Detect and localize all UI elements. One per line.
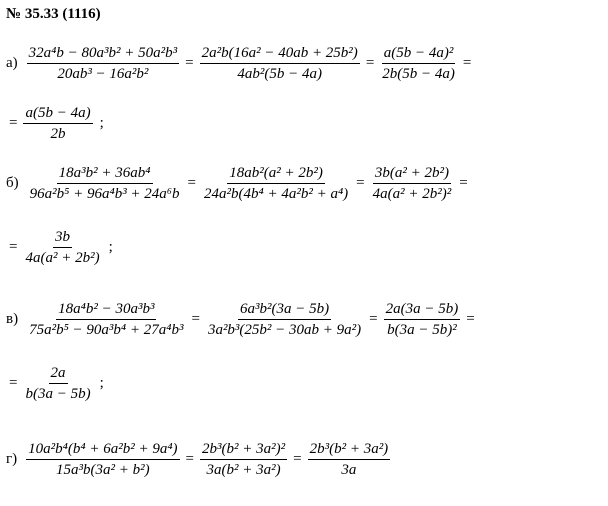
fraction <box>23 104 92 143</box>
numerator: a(5b − 4a)² <box>382 44 456 64</box>
numerator: 3b <box>53 228 72 248</box>
part-a-label: а) <box>6 55 18 71</box>
equals-sign: = <box>185 451 194 467</box>
numerator: 18a⁴b² − 30a³b³ <box>56 300 156 320</box>
part-a-line-2 <box>6 104 104 143</box>
part-a-line-1 <box>6 44 474 83</box>
fraction <box>380 44 457 83</box>
equals-sign: = <box>356 175 365 191</box>
fraction <box>28 164 182 203</box>
denominator: 20ab³ − 16a²b² <box>57 66 149 82</box>
fraction <box>23 364 92 403</box>
numerator: 2b³(b² + 3a²)² <box>200 440 287 460</box>
denominator: 2b(5b − 4a) <box>382 66 455 82</box>
fraction <box>371 164 454 203</box>
equals-sign: = <box>369 311 378 327</box>
denominator: 2b <box>50 126 66 142</box>
fraction <box>200 440 287 479</box>
part-c-line-2 <box>6 364 104 403</box>
equals-sign: = <box>9 115 18 131</box>
fraction <box>23 228 101 267</box>
numerator: 18ab²(a² + 2b²) <box>227 164 325 184</box>
equals-sign: = <box>187 175 196 191</box>
fraction <box>202 164 350 203</box>
equals-sign: = <box>9 239 18 255</box>
problem-title: № 35.33 (1116) <box>6 6 101 22</box>
fraction <box>308 440 391 479</box>
equals-sign: = <box>9 375 18 391</box>
equals-sign: = <box>191 311 200 327</box>
numerator: 2a <box>49 364 68 384</box>
fraction <box>27 44 179 83</box>
equals-sign: = <box>462 55 472 71</box>
denominator: b(3a − 5b) <box>25 386 91 402</box>
numerator: 2a²b(16a² − 40ab + 25b²) <box>200 44 360 64</box>
numerator: 2b³(b² + 3a²) <box>308 440 391 460</box>
denominator: 4ab²(5b − 4a) <box>237 66 322 82</box>
part-b-line-2 <box>6 228 113 267</box>
semicolon: ; <box>99 115 104 131</box>
denominator: 75a²b⁵ − 90a³b⁴ + 27a⁴b³ <box>29 322 184 338</box>
part-c-label: в) <box>6 311 19 327</box>
fraction <box>27 300 185 339</box>
numerator: 6a³b²(3a − 5b) <box>238 300 331 320</box>
numerator: 2a(3a − 5b) <box>384 300 461 320</box>
part-d-line-1 <box>6 440 393 479</box>
part-b-label: б) <box>6 175 19 191</box>
fraction <box>200 44 360 83</box>
denominator: b(3a − 5b)² <box>387 322 457 338</box>
numerator: 32a⁴b − 80a³b² + 50a²b³ <box>27 44 179 64</box>
equals-sign: = <box>185 55 194 71</box>
denominator: 4a(a² + 2b²) <box>25 250 100 266</box>
fraction <box>384 300 461 339</box>
denominator: 15a³b(3a² + b²) <box>56 462 150 478</box>
numerator: a(5b − 4a) <box>23 104 92 124</box>
equals-sign: = <box>466 311 475 327</box>
denominator: 3a <box>341 462 357 478</box>
part-b-line-1 <box>6 164 471 203</box>
semicolon: ; <box>99 375 104 391</box>
denominator: 3a(b² + 3a²) <box>206 462 281 478</box>
numerator: 18a³b² + 36ab⁴ <box>57 164 153 184</box>
equals-sign: = <box>293 451 302 467</box>
denominator: 3a²b³(25b² − 30ab + 9a²) <box>207 322 362 338</box>
equals-sign: = <box>459 175 468 191</box>
denominator: 96a²b⁵ + 96a⁴b³ + 24a⁶b <box>29 186 180 202</box>
semicolon: ; <box>108 239 113 255</box>
fraction <box>206 300 363 339</box>
numerator: 10a²b⁴(b⁴ + 6a²b² + 9a⁴) <box>26 440 179 460</box>
denominator: 4a(a² + 2b²)² <box>372 186 452 202</box>
equals-sign: = <box>365 55 375 71</box>
fraction <box>26 440 179 479</box>
numerator: 3b(a² + 2b²) <box>373 164 451 184</box>
part-c-line-1 <box>6 300 478 339</box>
denominator: 24a²b(4b⁴ + 4a²b² + a⁴) <box>204 186 349 202</box>
part-d-label: г) <box>6 451 18 467</box>
